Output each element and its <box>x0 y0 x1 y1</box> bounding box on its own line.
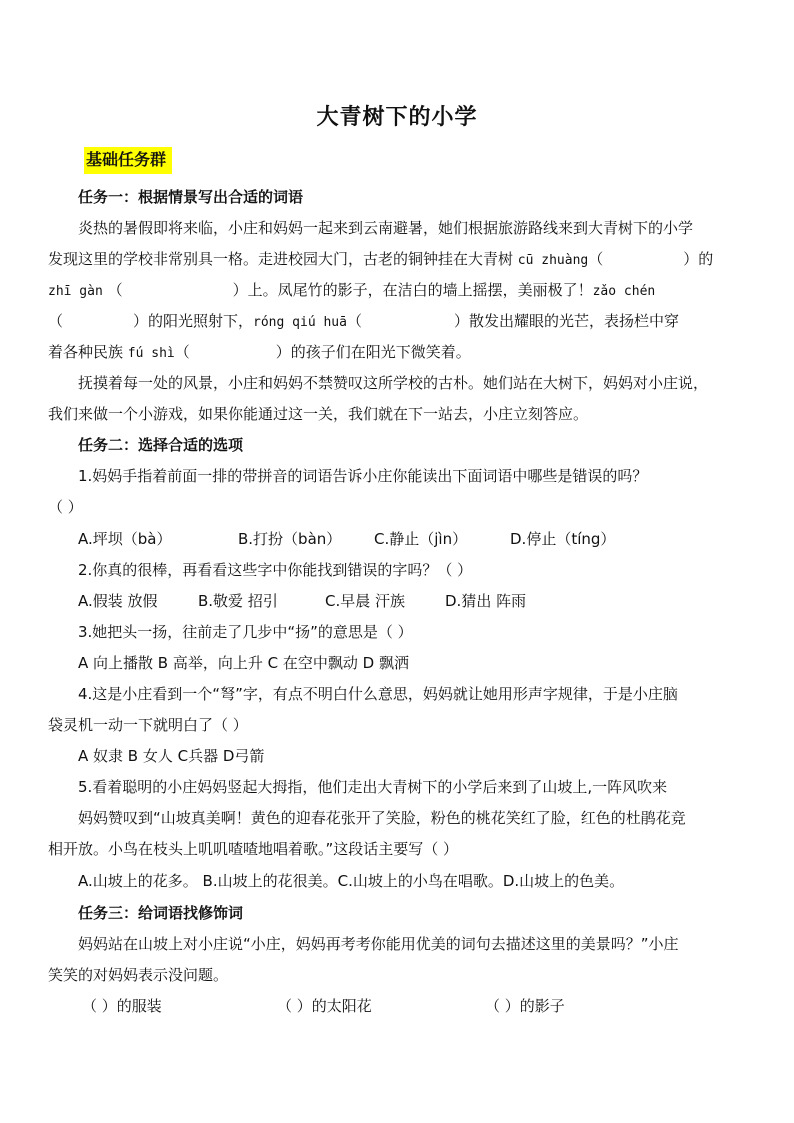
text-segment: （ <box>107 281 123 299</box>
option-d[interactable]: D.猜出 阵雨 <box>445 592 527 610</box>
question2-options <box>78 591 746 611</box>
task1-paragraph1-line2 <box>48 249 746 271</box>
question4-line1: 4.这是小庄看到一个“弩”字，有点不明白什么意思，妈妈就让她用形声字规律，于是小庄脑 <box>78 685 678 703</box>
text-segment: ）的 <box>683 250 714 268</box>
task1-paragraph2-line2: 我们来做一个小游戏，如果你能通过这一关，我们就在下一站去，小庄立刻答应。 <box>48 405 589 423</box>
question5-line3: 相开放。小鸟在枝头上叽叽喳喳地唱着歌。”这段话主要写（ ） <box>48 840 459 858</box>
question5-line2: 妈妈赞叹到“山坡真美啊！黄色的迎春花张开了笑脸，粉色的桃花笑红了脸，红色的杜鹃花竞 <box>78 809 686 827</box>
task1-paragraph1-line1: 炎热的暑假即将来临，小庄和妈妈一起来到云南避暑，她们根据旅游路线来到大青树下的小学 <box>78 219 694 237</box>
task2-heading: 任务二：选择合适的选项 <box>78 436 244 454</box>
option-b[interactable]: B.敬爱 招引 <box>198 592 278 610</box>
option-d[interactable]: D.停止（tíng） <box>510 530 616 548</box>
pinyin-fushi: fú shì <box>127 346 175 361</box>
option-c[interactable]: C.静止（jìn） <box>374 530 468 548</box>
task3-fill-items <box>82 996 746 1016</box>
text-segment: （ <box>174 343 190 361</box>
option-b[interactable]: B.打扮（bàn） <box>238 530 342 548</box>
question3: 3.她把头一扬，往前走了几步中“扬”的意思是（ ） <box>78 623 413 641</box>
question1-answer-blank[interactable]: （ ） <box>48 498 83 516</box>
pinyin-cuzhuang: cū zhuàng <box>517 253 589 268</box>
question1-options <box>78 529 746 549</box>
text-segment: 发现这里的学校非常别具一格。走进校园大门，古老的铜钟挂在大青树 <box>48 250 518 268</box>
task1-paragraph1-line3 <box>48 280 746 302</box>
document-title: 大青树下的小学 <box>316 105 478 130</box>
task1-heading: 任务一：根据情景写出合适的词语 <box>78 188 304 206</box>
text-segment: ）上。凤尾竹的影子，在洁白的墙上摇摆，美丽极了！ <box>232 281 593 299</box>
task3-paragraph-line2: 笑笑的对妈妈表示没问题。 <box>48 966 229 984</box>
pinyin-zaochen: zǎo chén <box>592 284 656 299</box>
option-c[interactable]: C.早晨 汗族 <box>325 592 406 610</box>
task3-paragraph-line1: 妈妈站在山坡上对小庄说“小庄，妈妈再考考你能用优美的词句去描述这里的美景吗？”小庄 <box>78 935 679 953</box>
task1-paragraph1-line4 <box>48 311 746 333</box>
text-segment: ）散发出耀眼的光芒，表扬栏中穿 <box>453 312 679 330</box>
text-segment: ）的孩子们在阳光下微笑着。 <box>275 343 471 361</box>
question5-line1: 5.看着聪明的小庄妈妈竖起大拇指，他们走出大青树下的小学后来到了山坡上,一阵风吹来 <box>78 778 668 796</box>
task3-heading: 任务三：给词语找修饰词 <box>78 904 244 922</box>
text-segment: （ <box>346 312 362 330</box>
task1-paragraph2-line1: 抚摸着每一处的风景，小庄和妈妈不禁赞叹这所学校的古朴。她们站在大树下，妈妈对小庄说， <box>78 374 709 392</box>
text-segment: ）的阳光照射下， <box>133 312 254 330</box>
text-segment: （ <box>48 312 64 330</box>
section-badge: 基础任务群 <box>84 147 172 174</box>
option-a[interactable]: A.假装 放假 <box>78 592 158 610</box>
question4-options: A 奴隶 B 女人 C兵器 D弓箭 <box>78 747 265 765</box>
option-a[interactable]: A.坪坝（bà） <box>78 530 172 548</box>
task1-paragraph1-line5 <box>48 342 746 364</box>
text-segment: 着各种民族 <box>48 343 124 361</box>
fill-item-shadow[interactable]: （ ）的影子 <box>485 997 565 1015</box>
question4-line2: 袋灵机一动一下就明白了（ ） <box>48 716 248 734</box>
question1-line1: 1.妈妈手指着前面一排的带拼音的词语告诉小庄你能读出下面词语中哪些是错误的吗？ <box>78 467 648 485</box>
question3-options: A 向上播散 B 高举，向上升 C 在空中飘动 D 飘洒 <box>78 654 409 672</box>
pinyin-zhigan: zhī gàn <box>48 284 103 299</box>
pinyin-rongqiuhua: róng qiú huā <box>253 315 347 330</box>
text-segment: （ <box>588 250 604 268</box>
question2: 2.你真的很棒，再看看这些字中你能找到错误的字吗？（ ） <box>78 561 473 579</box>
fill-item-sunflower[interactable]: （ ）的太阳花 <box>277 997 372 1015</box>
fill-item-clothing[interactable]: （ ）的服装 <box>82 997 162 1015</box>
question5-options: A.山坡上的花多。 B.山坡上的花很美。C.山坡上的小鸟在唱歌。D.山坡上的色美。 <box>78 872 625 890</box>
